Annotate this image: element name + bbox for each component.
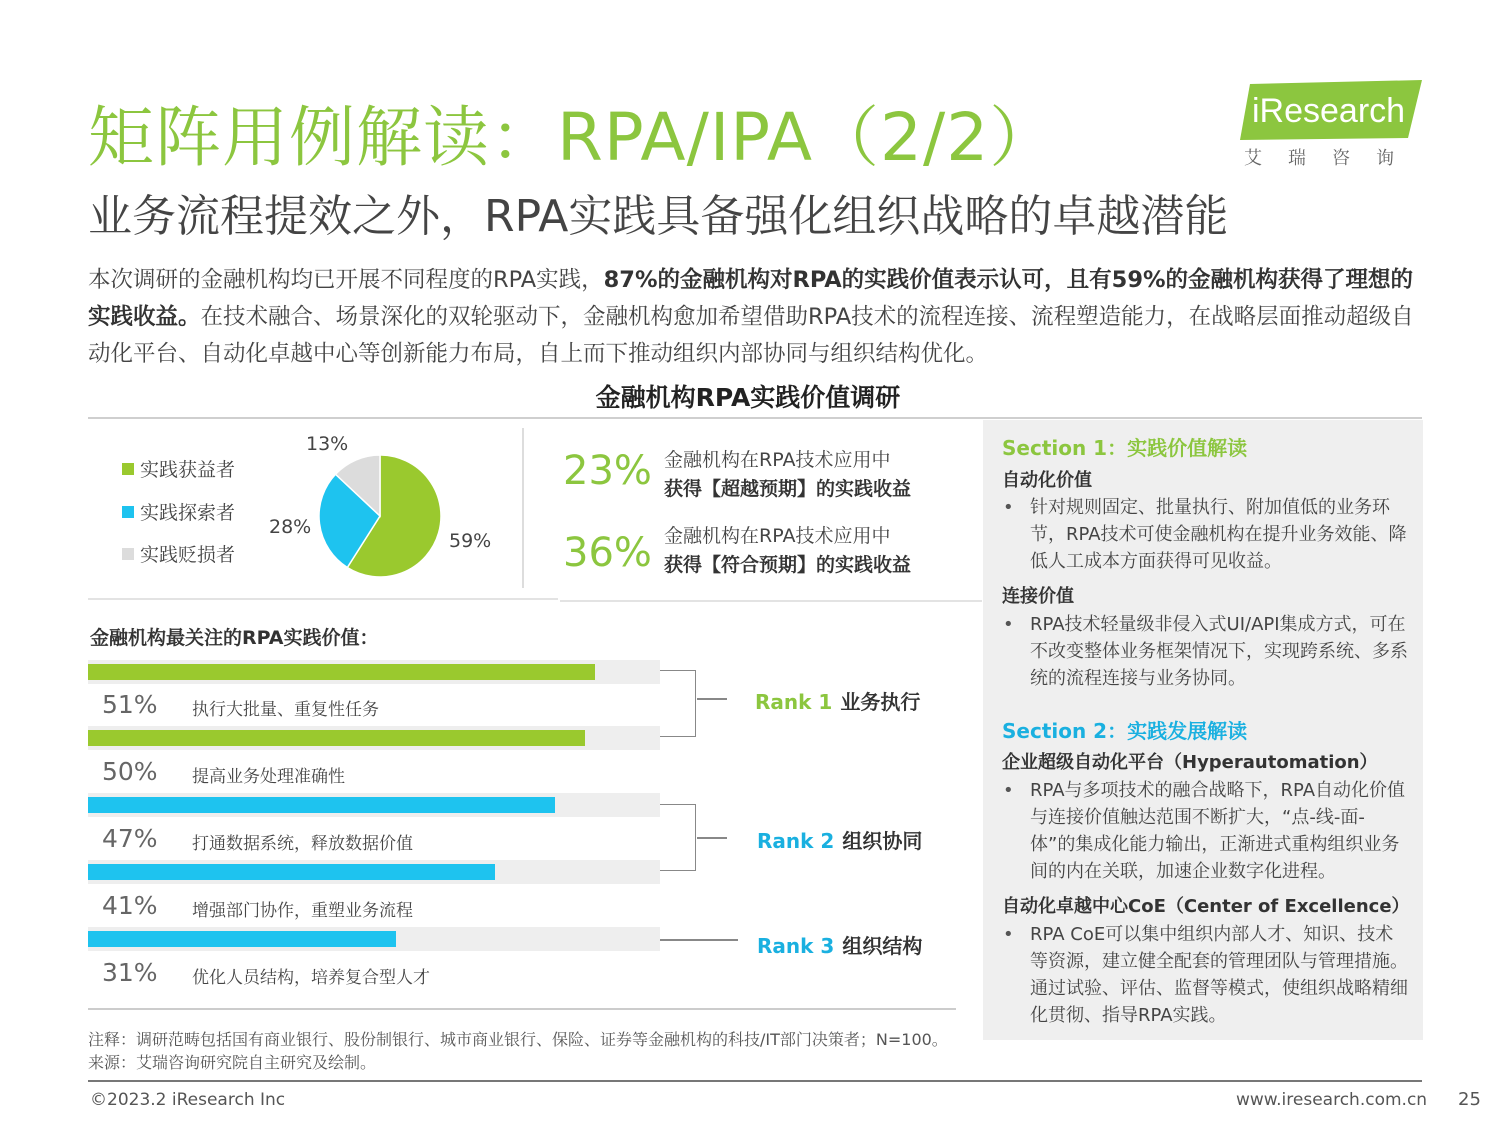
bullet-dot: • (1003, 497, 1014, 518)
bar-category-label: 打通数据系统，释放数据价值 (192, 834, 413, 854)
section1-title: Section 1：实践价值解读 (1002, 436, 1248, 460)
section2-text-2: RPA CoE可以集中组织内部人才、知识、技术等资源，建立健全配套的管理团队与管理措施。通过试验、评估、监督等模式，使组织战略精细化贯彻、指导RPA实践。 (1030, 924, 1408, 1026)
rank-label-1: Rank 1 业务执行 (755, 690, 921, 714)
intro-paragraph (88, 262, 1433, 373)
rank-label-3: Rank 3 组织结构 (757, 934, 923, 958)
bar-category-label: 执行大批量、重复性任务 (192, 700, 379, 720)
bar-category-label: 增强部门协作，重塑业务流程 (192, 901, 413, 921)
vertical-divider (522, 428, 524, 588)
legend-swatch (122, 506, 134, 518)
section1-heading-2: 连接价值 (1002, 586, 1074, 607)
intro-bold: 87%的金融机构对RPA的实践价值表示认可，且有59%的金融机构获得了理想的实践收益。 (88, 267, 1414, 330)
divider (88, 598, 558, 600)
bar-fill-2 (88, 797, 555, 813)
bar-value-label: 51% (102, 690, 158, 719)
bar-category-label: 提高业务处理准确性 (192, 767, 345, 787)
rank-label-2: Rank 2 组织协同 (757, 829, 923, 853)
stat-pct-exceed: 23% (563, 448, 652, 494)
bars-heading: 金融机构最关注的RPA实践价值： (90, 627, 379, 649)
rank-connector (697, 698, 727, 700)
pie-label-detractor: 13% (306, 433, 349, 455)
note-text: 注释：调研范畴包括国有商业银行、股份制银行、城市商业银行、保险、证券等金融机构的科技/IT部门决策者；N=100。 (88, 1030, 948, 1049)
bar-fill-0 (88, 664, 595, 680)
bar-track (88, 860, 660, 884)
legend-item-detractor: 实践贬损者 (122, 540, 235, 567)
section2-title: Section 2：实践发展解读 (1002, 719, 1248, 743)
bar-track (88, 726, 660, 750)
bar-value-label: 50% (102, 757, 158, 786)
pie-label-explorer: 28% (269, 516, 312, 538)
source-text: 来源：艾瑞咨询研究院自主研究及绘制。 (88, 1053, 377, 1072)
bar-value-label: 41% (102, 891, 158, 920)
iresearch-logo (1240, 80, 1422, 140)
intro-part1: 本次调研的金融机构均已开展不同程度的RPA实践， (88, 267, 604, 293)
rank-bracket (660, 804, 696, 871)
pie-label-beneficiary: 59% (449, 530, 492, 552)
bar-category-label: 优化人员结构，培养复合型人才 (192, 968, 430, 988)
bullet-dot: • (1003, 614, 1014, 635)
bar-fill-4 (88, 931, 396, 947)
footer-divider (88, 1080, 1422, 1082)
stat-text-exceed: 金融机构在RPA技术应用中 获得【超越预期】的实践收益 (664, 449, 912, 500)
footer-website[interactable]: www.iresearch.com.cn (1236, 1090, 1428, 1110)
rank-bracket (660, 670, 696, 737)
bar-fill-1 (88, 730, 585, 746)
legend-swatch (122, 548, 134, 560)
section1-text-2: RPA技术轻量级非侵入式UI/API集成方式，可在不改变整体业务框架情况下，实现跨系统、多系统的流程连接与业务协同。 (1030, 614, 1408, 689)
bar-value-label: 31% (102, 958, 158, 987)
section1-text-1: 针对规则固定、批量执行、附加值低的业务环节，RPA技术可使金融机构在提升业务效能、降低人工成本方面获得可见收益。 (1030, 497, 1407, 572)
chart-title: 金融机构RPA实践价值调研 (595, 383, 901, 412)
rank-connector (660, 939, 738, 941)
logo-text: iResearch (1252, 92, 1406, 130)
section2-heading-1: 企业超级自动化平台（Hyperautomation） (1002, 752, 1378, 773)
section2-heading-2: 自动化卓越中心CoE（Center of Excellence） (1002, 896, 1410, 917)
legend-item-beneficiary: 实践获益者 (122, 455, 235, 482)
pie-chart (300, 436, 460, 596)
logo-cn-text: 艾瑞咨询 (1244, 148, 1420, 169)
bar-value-label: 47% (102, 824, 158, 853)
divider (560, 600, 982, 602)
bullet-dot: • (1003, 924, 1014, 945)
page-number: 25 (1458, 1089, 1481, 1110)
stat-pct-meet: 36% (563, 530, 652, 576)
rank-connector (697, 837, 727, 839)
bar-track (88, 660, 660, 684)
section1-heading-1: 自动化价值 (1002, 470, 1092, 491)
intro-part2: 在技术融合、场景深化的双轮驱动下，金融机构愈加希望借助RPA技术的流程连接、流程塑造能力，在战略层面推动超级自动化平台、自动化卓越中心等创新能力布局，自上而下推动组织内部协同与组织结构优化。 (88, 304, 1414, 367)
bar-track (88, 793, 660, 817)
divider (88, 1008, 956, 1010)
footer-copyright: ©2023.2 iResearch Inc (90, 1090, 286, 1110)
bullet-dot: • (1003, 780, 1014, 801)
legend-item-explorer: 实践探索者 (122, 498, 235, 525)
bar-track (88, 927, 660, 951)
page-subtitle: 业务流程提效之外，RPA实践具备强化组织战略的卓越潜能 (88, 191, 1229, 242)
divider (88, 417, 1422, 419)
legend-swatch (122, 463, 134, 475)
bar-fill-3 (88, 864, 495, 880)
stat-text-meet: 金融机构在RPA技术应用中 获得【符合预期】的实践收益 (664, 525, 912, 576)
section2-text-1: RPA与多项技术的融合战略下，RPA自动化价值与连接价值触达范围不断扩大，“点-线-面-体”的集成化能力输出，正渐进式重构组织业务间的内在关联，加速企业数字化进程。 (1030, 780, 1406, 882)
page-title: 矩阵用例解读：RPA/IPA（2/2） (88, 99, 1057, 176)
